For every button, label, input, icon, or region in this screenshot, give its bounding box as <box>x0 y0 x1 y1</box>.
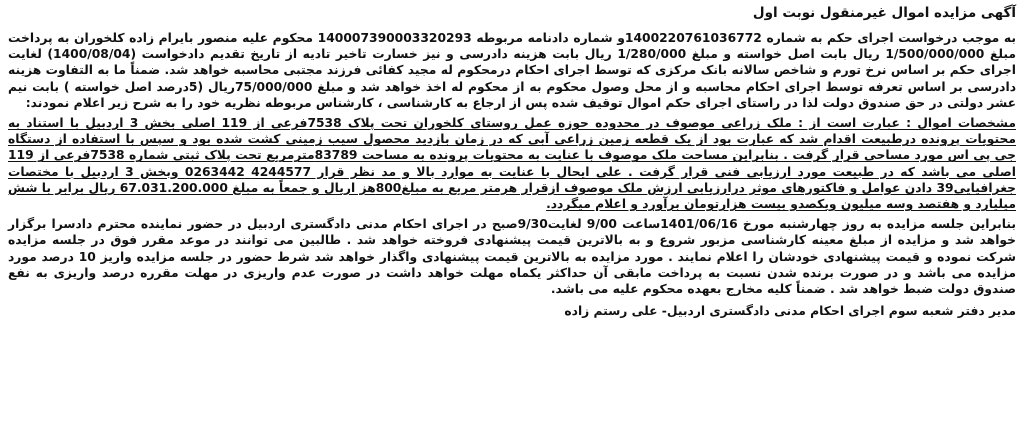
auction-details-paragraph: بنابراین جلسه مزایده به روز چهارشنبه مورخ 1401/06/16ساعت 9/00 لغایت9/30صبح در اجرای احکام مدنی دادگستری اردبیل در حضور نماینده محترم دادسرا برگزار خواهد شد و مزایده از مبلغ معینه کارشناسی مزبور شروع و به بالاترین قیمت پیشنهادی فروخته خواهد شد . طالبین می توانند در موعد مقرر فوق در جلسه مزایده شرکت نموده و قیمت پیشنهادی خودشان را اعلام نمایند . مورد مزایده به بالاترین قیمت پیشنهادی واگذار خواهد شد شرط حضور در جلسه مزایده واریز 10 درصد مورد مزایده می باشد و در صورت برنده شدن نسبت به پرداخت مابقی آن حداکثر یکماه مهلت خواهد داشت در صورت عدم واریزی در مهلت مقرره درصد واریزی به نفع صندوق دولت ضبط خواهد شد . ضمناً کلیه مخارج بعهده محکوم علیه می باشد. <box>8 217 1017 297</box>
property-specs-paragraph: مشخصات اموال : عبارت است از : ملک زراعی موصوف در محدوده حوزه عمل روستای کلخوران تحت پلاک 7538فرعی از 119 اصلی بخش 3 اردبیل با استناد به محتویات پرونده درطبیعت اقدام شد که عبارت بود از یک قطعه زمین زراعی آبی که در زمان بازدید محصول سیب زمینی کشت شده بود و سپس با استفاده از دستگاه جی پی اس مورد مساحی قرار گرفت . بنابراین مساحت ملک موصوف با عنایت به محتویات پرونده به مساحت 83789مترمربع تحت پلاک ثبتی شماره 7538فرعی از 119 اصلی می باشد که در طبیعت مورد ارزیابی فنی قرار گرفت . علی ایحال با عنایت به موارد بالا و مد نظر قرار 4244577 0263442 وبخش 3 اردبیل با مختصات جغرافیایی39 دادن عوامل و فاکتورهای موثر درارزیابی ارزش ملک موصوف ازقرار هرمتر مربع به مبلغ800هز اریال و جمعاً به مبلغ 67.031.200.000 ریال برابر با شش میلیارد و هفتصد وسه میلیون ویکصدو بیست هزارتومان برآورد و اعلام میگردد. <box>8 116 1016 212</box>
signature-line: مدیر دفتر شعبه سوم اجرای احکام مدنی دادگستری اردبیل- علی رستم زاده <box>564 304 1016 319</box>
notice-intro-paragraph: به موجب درخواست اجرای حکم به شماره 140022076103677‪2‬و شماره دادنامه مربوطه 140007390003320293 محکوم علیه منصور بایرام زاده کلخوران به پرداخت مبلغ 1/500/000/000 ریال بابت اصل خواسته و مبلغ 1/280/000 ریال بابت هزینه دادرسی و نیز خسارت تاخیر تادیه از تاریخ تقدیم دادخواست (1400/08/04) لغایت اجرای حکم بر اساس نرخ تورم و شاخص سالانه بانک مرکزی که توسط اجرای احکام درمحکوم له مجید کفائی فرزند مجتبی محاسبه خواهد شد. ضمناً ما به التفاوت هزینه دادرسی بر اساس تعرفه توسط اجرای احکام محاسبه و از محل وصول محکوم به از محکوم له اخذ خواهد شد و مبلغ 75/000/000ریال (5درصد اصل خواسته ) بابت نیم عشر دولتی در حق صندوق دولت لذا در راستای اجرای حکم اموال توقیف شده پس از ارجاع به کارشناسی ، کارشناس مربوطه نظریه خود را به شرح زیر اعلام نمودند: <box>8 31 1017 110</box>
notice-title: آگهی مزایده اموال غیرمنقول نوبت اول <box>752 5 1016 21</box>
